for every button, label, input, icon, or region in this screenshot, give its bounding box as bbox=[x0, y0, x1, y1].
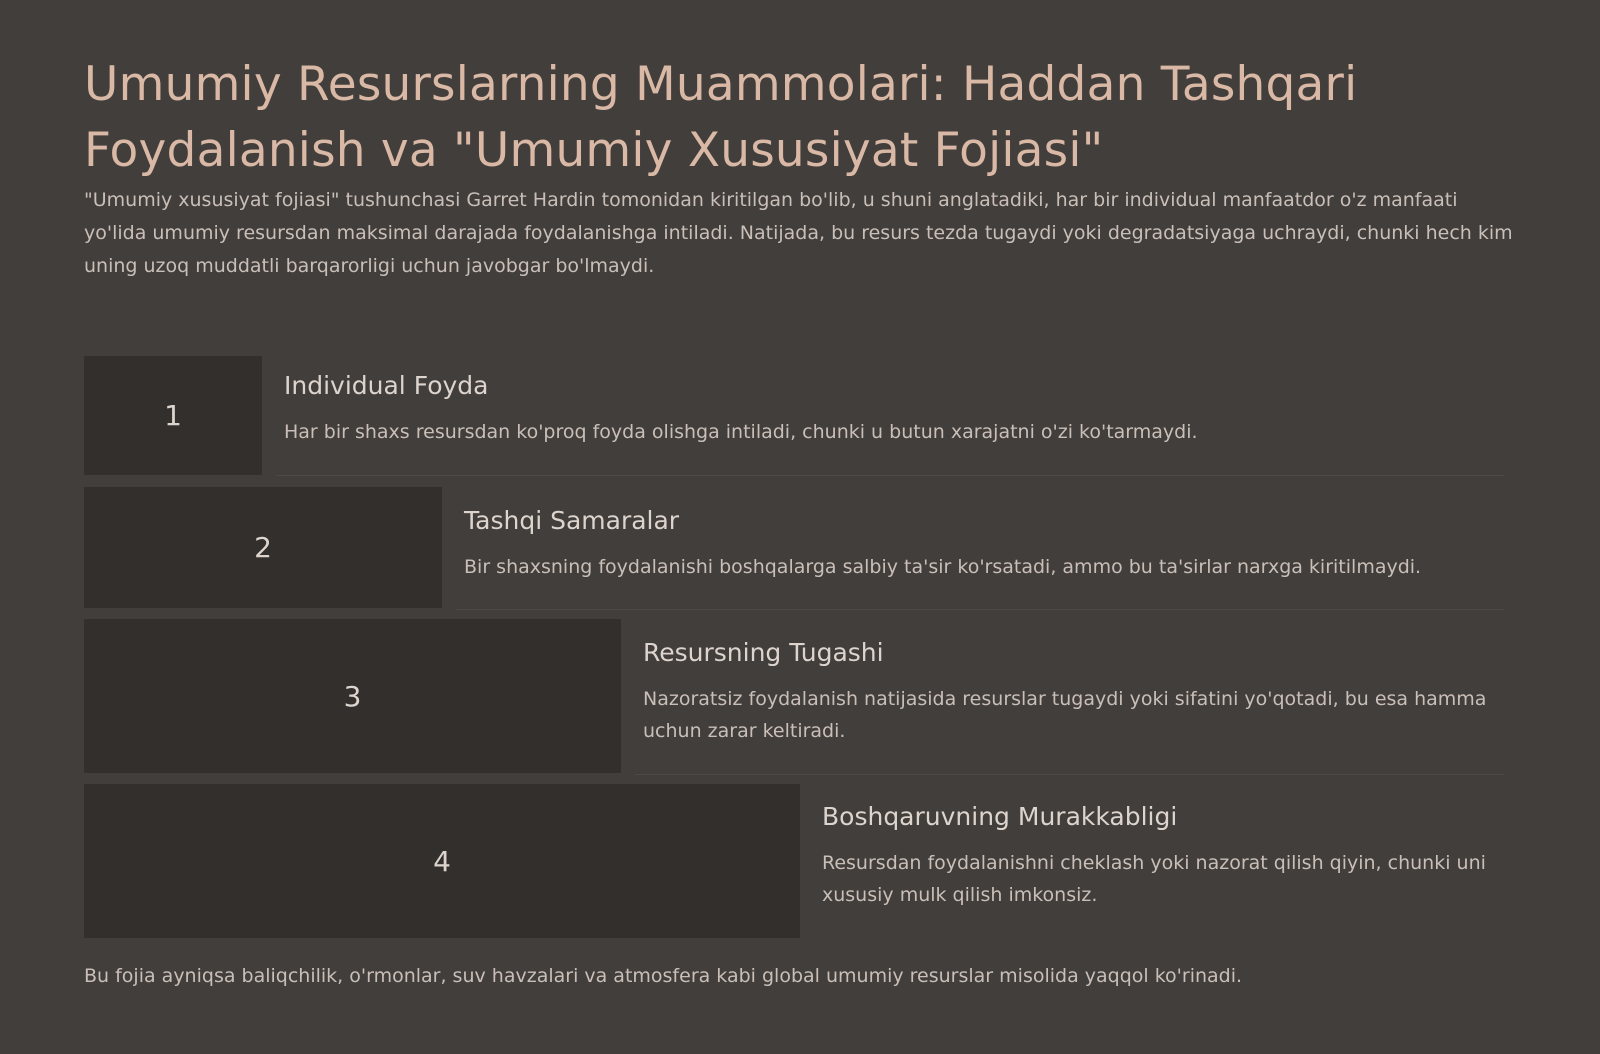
step-content bbox=[284, 370, 1504, 448]
step-description: Har bir shaxs resursdan ko'proq foyda olishga intiladi, chunki u butun xarajatni o'zi ko'tarmaydi. bbox=[284, 421, 1198, 443]
step-number-box bbox=[84, 784, 800, 938]
step-item-2 bbox=[84, 487, 1504, 608]
intro-paragraph: "Umumiy xususiyat fojiasi" tushunchasi Garret Hardin tomonidan kiritilgan bo'lib, u shuni anglatadiki, har bir individual manfaatdor o'z manfaati yo'lida umumiy resursdan maksimal darajada foydalanishga intiladi. Natijada, bu resurs tezda tugaydi yoki degradatsiyaga uchraydi, chunki hech kim uning uzoq muddatli barqarorligi uchun javobgar bo'lmaydi. bbox=[84, 189, 1513, 277]
step-number: 4 bbox=[433, 844, 451, 878]
step-number: 3 bbox=[343, 679, 362, 713]
step-number-box bbox=[84, 487, 442, 608]
step-divider bbox=[635, 774, 1504, 775]
step-content bbox=[643, 637, 1504, 747]
step-title: Individual Foyda bbox=[284, 371, 489, 400]
page-title: Umumiy Resurslarning Muammolari: Haddan Tashqari Foydalanish va "Umumiy Xususiyat Fojiasi" bbox=[84, 57, 1358, 178]
step-description: Resursdan foydalanishni cheklash yoki nazorat qilish qiyin, chunki uni xususiy mulk qilish imkonsiz. bbox=[822, 852, 1486, 906]
step-number-box bbox=[84, 356, 262, 475]
step-description: Bir shaxsning foydalanishi boshqalarga salbiy ta'sir ko'rsatadi, ammo bu ta'sirlar narxga kiritilmaydi. bbox=[464, 556, 1422, 578]
step-number-box bbox=[84, 619, 621, 773]
step-number: 1 bbox=[164, 399, 182, 432]
step-content bbox=[464, 505, 1504, 583]
step-title: Boshqaruvning Murakkabligi bbox=[822, 802, 1178, 831]
step-item-4 bbox=[84, 784, 1504, 938]
step-description: Nazoratsiz foydalanish natijasida resurslar tugaydi yoki sifatini yo'qotadi, bu esa hamma uchun zarar keltiradi. bbox=[643, 688, 1487, 742]
step-item-3 bbox=[84, 619, 1504, 773]
step-divider bbox=[456, 609, 1504, 610]
step-divider bbox=[276, 475, 1504, 476]
step-item-1 bbox=[84, 356, 1504, 475]
step-title: Resursning Tugashi bbox=[643, 638, 884, 667]
step-content bbox=[822, 801, 1504, 911]
footer-note: Bu fojia ayniqsa baliqchilik, o'rmonlar, suv havzalari va atmosfera kabi global umumiy resurslar misolida yaqqol ko'rinadi. bbox=[84, 965, 1243, 987]
step-title: Tashqi Samaralar bbox=[464, 506, 680, 535]
step-number: 2 bbox=[254, 531, 272, 564]
